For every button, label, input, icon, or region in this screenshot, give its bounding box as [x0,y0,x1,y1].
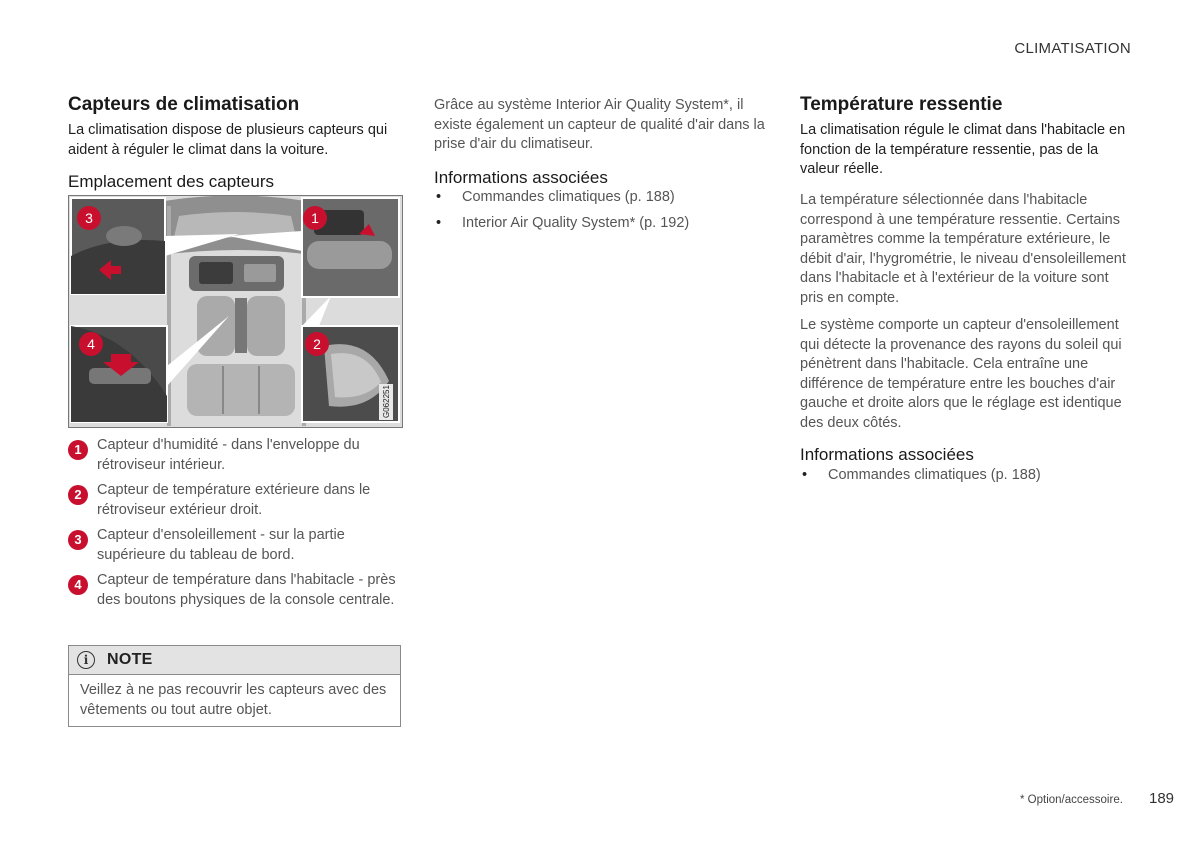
note-box [68,645,401,727]
svg-text:4: 4 [87,336,95,352]
air-quality-text: Grâce au système Interior Air Quality System*, il existe également un capteur de qualité d'air dans la prise d'air du climatiseur. [434,97,765,152]
callout-item [68,571,403,610]
callout-text: Capteur d'ensoleillement - sur la partie supérieure du tableau de bord. [97,527,345,563]
callout-badge: 4 [68,575,88,595]
related-info-list [800,466,1135,492]
figure-code: G062251 [382,385,391,418]
running-header: CLIMATISATION [1014,40,1131,57]
related-info-title: Informations associées [434,168,608,187]
related-info-list [434,188,774,239]
sensor-location-figure [68,195,403,428]
note-text: Veillez à ne pas recouvrir les capteurs avec des vêtements ou tout autre objet. [80,682,387,718]
section-title-felt-temperature: Température ressentie [800,94,1003,115]
callout-item [68,436,403,475]
related-link-item[interactable]: • Commandes climatiques (p. 188) [436,189,675,205]
section-title-sensors: Capteurs de climatisation [68,94,300,115]
felt-temperature-paragraph-2: Le système comporte un capteur d'ensoleillement qui détecte la provenance des rayons du soleil qui pénètrent dans l'habitacle. Cela entraîne une différence de température entre les bouches d'air gauche et droite alors que le réglage est identique des deux côtés. [800,317,1122,431]
figure-badge-2 [305,332,329,356]
note-header [69,646,400,675]
callout-badge: 2 [68,485,88,505]
related-info-title: Informations associées [800,445,974,464]
related-link-text[interactable]: Commandes climatiques (p. 188) [462,189,675,205]
info-icon: i [77,651,95,669]
figure-badge-4 [79,332,103,356]
related-link-item[interactable]: • Commandes climatiques (p. 188) [802,467,1041,483]
callout-item [68,526,403,565]
figure-badge-3 [77,206,101,230]
footer-option-note: * Option/accessoire. [1020,794,1123,806]
felt-temperature-intro: La climatisation régule le climat dans l'habitacle en fonction de la température ressentie, pas de la valeur réelle. [800,122,1126,177]
callout-text: Capteur de température dans l'habitacle - près des boutons physiques de la console centrale. [97,572,396,608]
note-title: NOTE [107,651,153,668]
related-link-item[interactable]: • Interior Air Quality System* (p. 192) [436,214,690,231]
felt-temperature-paragraph-1: La température sélectionnée dans l'habitacle correspond à une température ressentie. Certains paramètres comme la température extérieure, le débit d'air, l'hygrométrie, le niveau d'ensoleillement dans l'habitacle et à l'extérieur de la voiture sont pris en compte. [800,192,1126,306]
sensors-intro: La climatisation dispose de plusieurs capteurs qui aident à réguler le climat dans la voiture. [68,122,388,158]
callout-badge: 1 [68,440,88,460]
sensor-location-subtitle: Emplacement des capteurs [68,172,274,191]
sensor-callout-list [68,436,403,616]
callout-item [68,481,403,520]
callout-text: Capteur d'humidité - dans l'enveloppe du rétroviseur intérieur. [97,437,360,473]
figure-badge-1 [303,206,327,230]
svg-text:1: 1 [311,210,319,226]
callout-badge: 3 [68,530,88,550]
svg-text:3: 3 [85,210,93,226]
related-link-text[interactable]: Commandes climatiques (p. 188) [828,467,1041,483]
related-link-text[interactable]: Interior Air Quality System* (p. 192) [462,214,690,231]
page-number: 189 [1149,790,1175,807]
callout-text: Capteur de température extérieure dans le rétroviseur extérieur droit. [97,482,371,518]
svg-text:2: 2 [313,336,321,352]
